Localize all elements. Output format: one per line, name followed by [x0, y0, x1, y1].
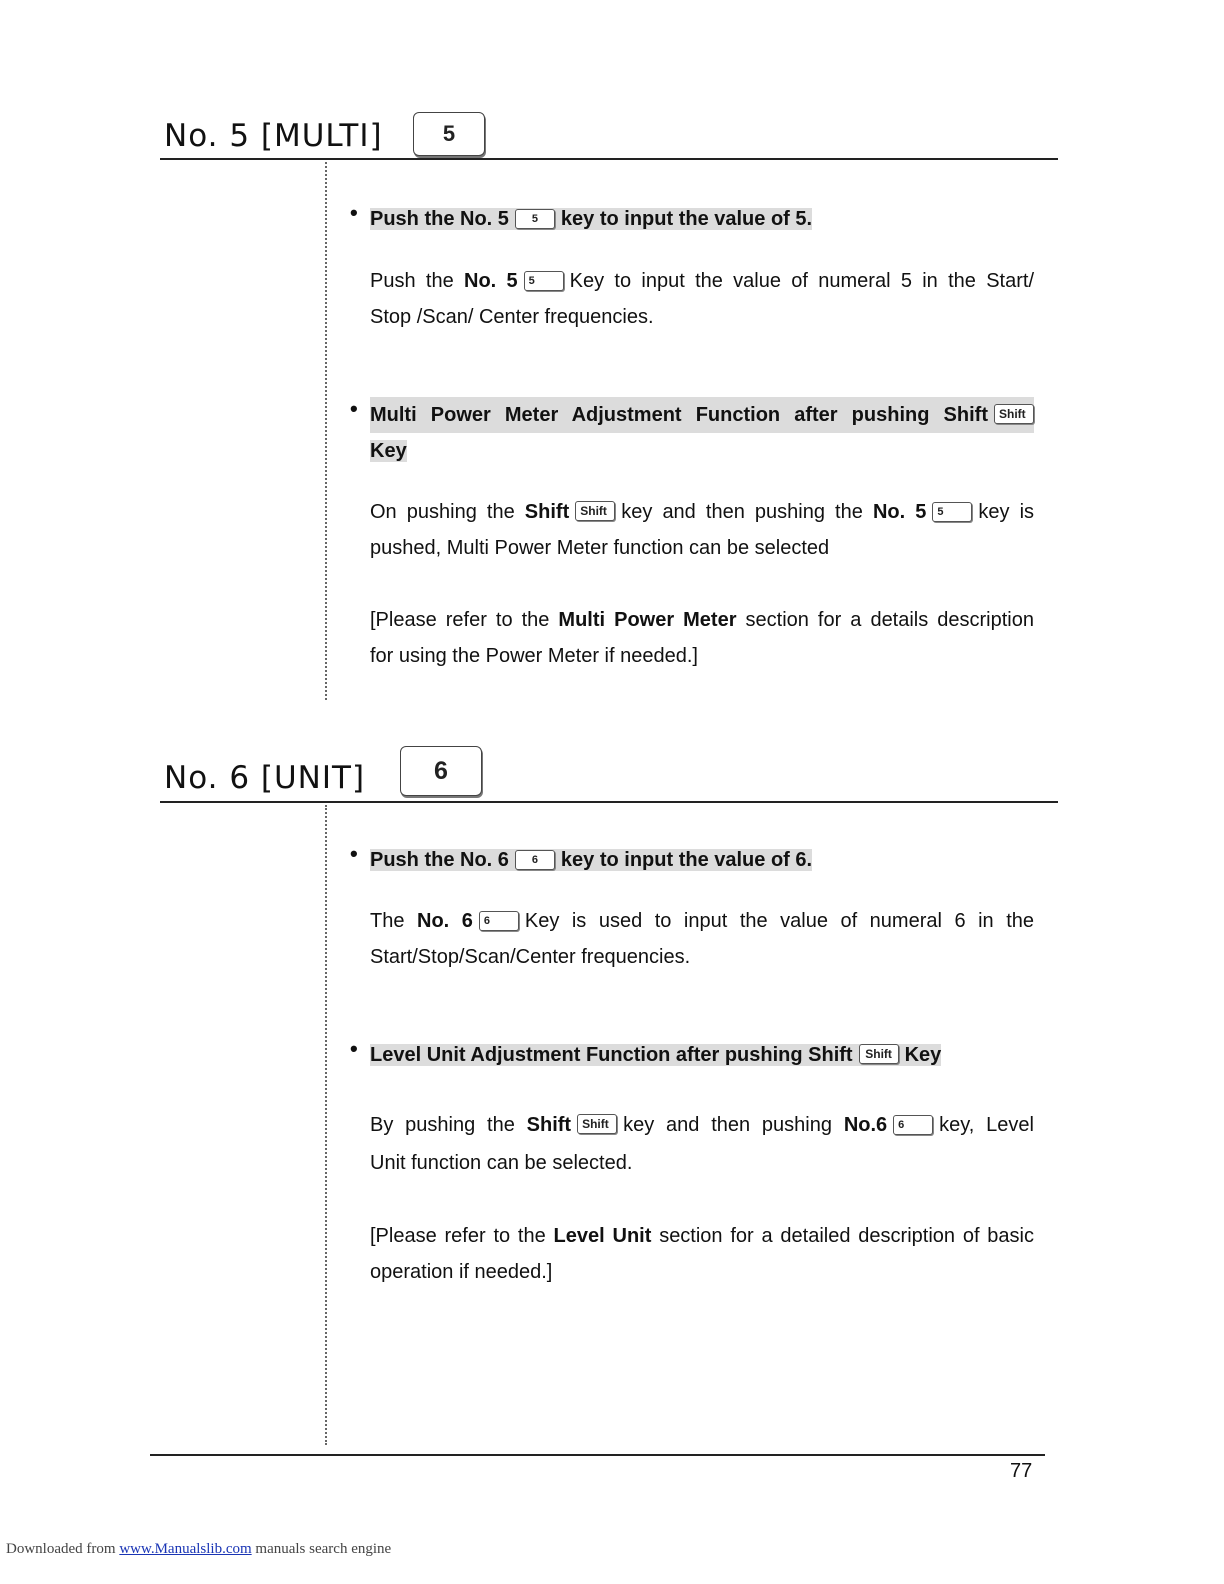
heading-text: Push the No. 5 — [370, 208, 509, 230]
heading-text: Multi Power Meter Adjustment Function after pushing Shift — [370, 404, 988, 426]
highlighted-heading — [370, 1044, 941, 1066]
bottom-rule — [150, 1454, 1045, 1456]
margin-dotted-line — [325, 805, 327, 1445]
key-6-icon: 6 — [479, 911, 519, 931]
bold-text: No. 6 — [417, 910, 473, 932]
section-6-title: No. 6 [UNIT] — [164, 760, 366, 796]
text: [Please refer to the — [370, 1225, 546, 1247]
shift-key-icon: Shift — [859, 1044, 899, 1064]
text: pushed, Multi Power Meter function can be selected — [370, 537, 830, 559]
text: Unit function can be selected. — [370, 1152, 633, 1174]
heading-text: Push the No. 6 — [370, 849, 509, 871]
text: The — [370, 910, 405, 932]
section-5-paragraph-1 — [370, 263, 1034, 335]
bold-text: No.6 — [843, 1114, 888, 1136]
manualslib-link[interactable]: www.Manualslib.com — [119, 1541, 252, 1557]
section-6-rule — [160, 801, 1058, 803]
text: key, Level — [939, 1114, 1034, 1136]
text: Key is used to input the value of numeral 6 in the — [524, 910, 1034, 932]
heading-text: Key — [370, 440, 407, 462]
section-6-bullet-1 — [370, 842, 812, 878]
text: key and then pushing the — [621, 501, 863, 523]
bold-text: No. 5 — [464, 270, 518, 292]
bullet-icon: • — [350, 841, 358, 866]
text: Start/Stop/Scan/Center frequencies. — [370, 946, 691, 968]
section-5-paragraph-2 — [370, 494, 1034, 566]
margin-dotted-line — [325, 162, 327, 700]
text: Stop /Scan/ Center frequencies. — [370, 306, 654, 328]
bold-text: Multi Power Meter — [558, 609, 737, 631]
text: section for a details description — [745, 609, 1034, 631]
bold-text: Shift — [526, 1114, 572, 1136]
heading-text: Level Unit Adjustment Function after pushing Shift — [370, 1044, 853, 1066]
key-6-icon: 6 — [400, 746, 482, 796]
download-footer — [6, 1541, 391, 1558]
section-5-bullet-2 — [370, 397, 1034, 469]
text: Push the — [370, 270, 454, 292]
key-6-icon: 6 — [893, 1115, 933, 1135]
section-5-bullet-1 — [370, 201, 812, 237]
section-5-title: No. 5 [MULTI] — [164, 118, 383, 154]
text: section for a detailed description of basic — [659, 1225, 1034, 1247]
highlighted-heading — [370, 849, 812, 871]
text: key and then pushing — [623, 1114, 832, 1136]
section-5-rule — [160, 158, 1058, 160]
text: operation if needed.] — [370, 1261, 553, 1283]
key-6-icon: 6 — [515, 850, 555, 870]
key-5-icon: 5 — [413, 112, 485, 156]
bold-text: No. 5 — [872, 501, 927, 523]
section-6-paragraph-1 — [370, 903, 1034, 975]
section-6-paragraph-3 — [370, 1218, 1034, 1290]
key-5-icon: 5 — [515, 209, 555, 229]
key-5-icon: 5 — [932, 502, 972, 522]
bold-text: Level Unit — [553, 1225, 652, 1247]
heading-text: key to input the value of 5. — [560, 208, 813, 230]
footer-prefix: Downloaded from — [6, 1541, 116, 1557]
highlighted-heading — [370, 208, 812, 230]
key-5-icon: 5 — [524, 271, 564, 291]
heading-text: key to input the value of 6. — [560, 849, 813, 871]
footer-suffix: manuals search engine — [255, 1541, 392, 1557]
text: key is — [978, 501, 1035, 523]
section-6-bullet-2 — [370, 1037, 941, 1073]
text: On pushing the — [370, 501, 515, 523]
heading-text: Key — [904, 1044, 942, 1066]
section-6-paragraph-2 — [370, 1106, 1034, 1182]
text: for using the Power Meter if needed.] — [370, 645, 698, 667]
bold-text: Shift — [524, 501, 570, 523]
shift-key-icon: Shift — [575, 501, 615, 521]
page-number: 77 — [1010, 1460, 1033, 1482]
text: [Please refer to the — [370, 609, 550, 631]
bullet-icon: • — [350, 396, 358, 421]
text: By pushing the — [370, 1114, 515, 1136]
shift-key-icon: Shift — [994, 404, 1034, 424]
section-5-paragraph-3 — [370, 602, 1034, 674]
text: Key to input the value of numeral 5 in the Start/ — [569, 270, 1034, 292]
bullet-icon: • — [350, 200, 358, 225]
shift-key-icon: Shift — [577, 1114, 617, 1134]
bullet-icon: • — [350, 1036, 358, 1061]
